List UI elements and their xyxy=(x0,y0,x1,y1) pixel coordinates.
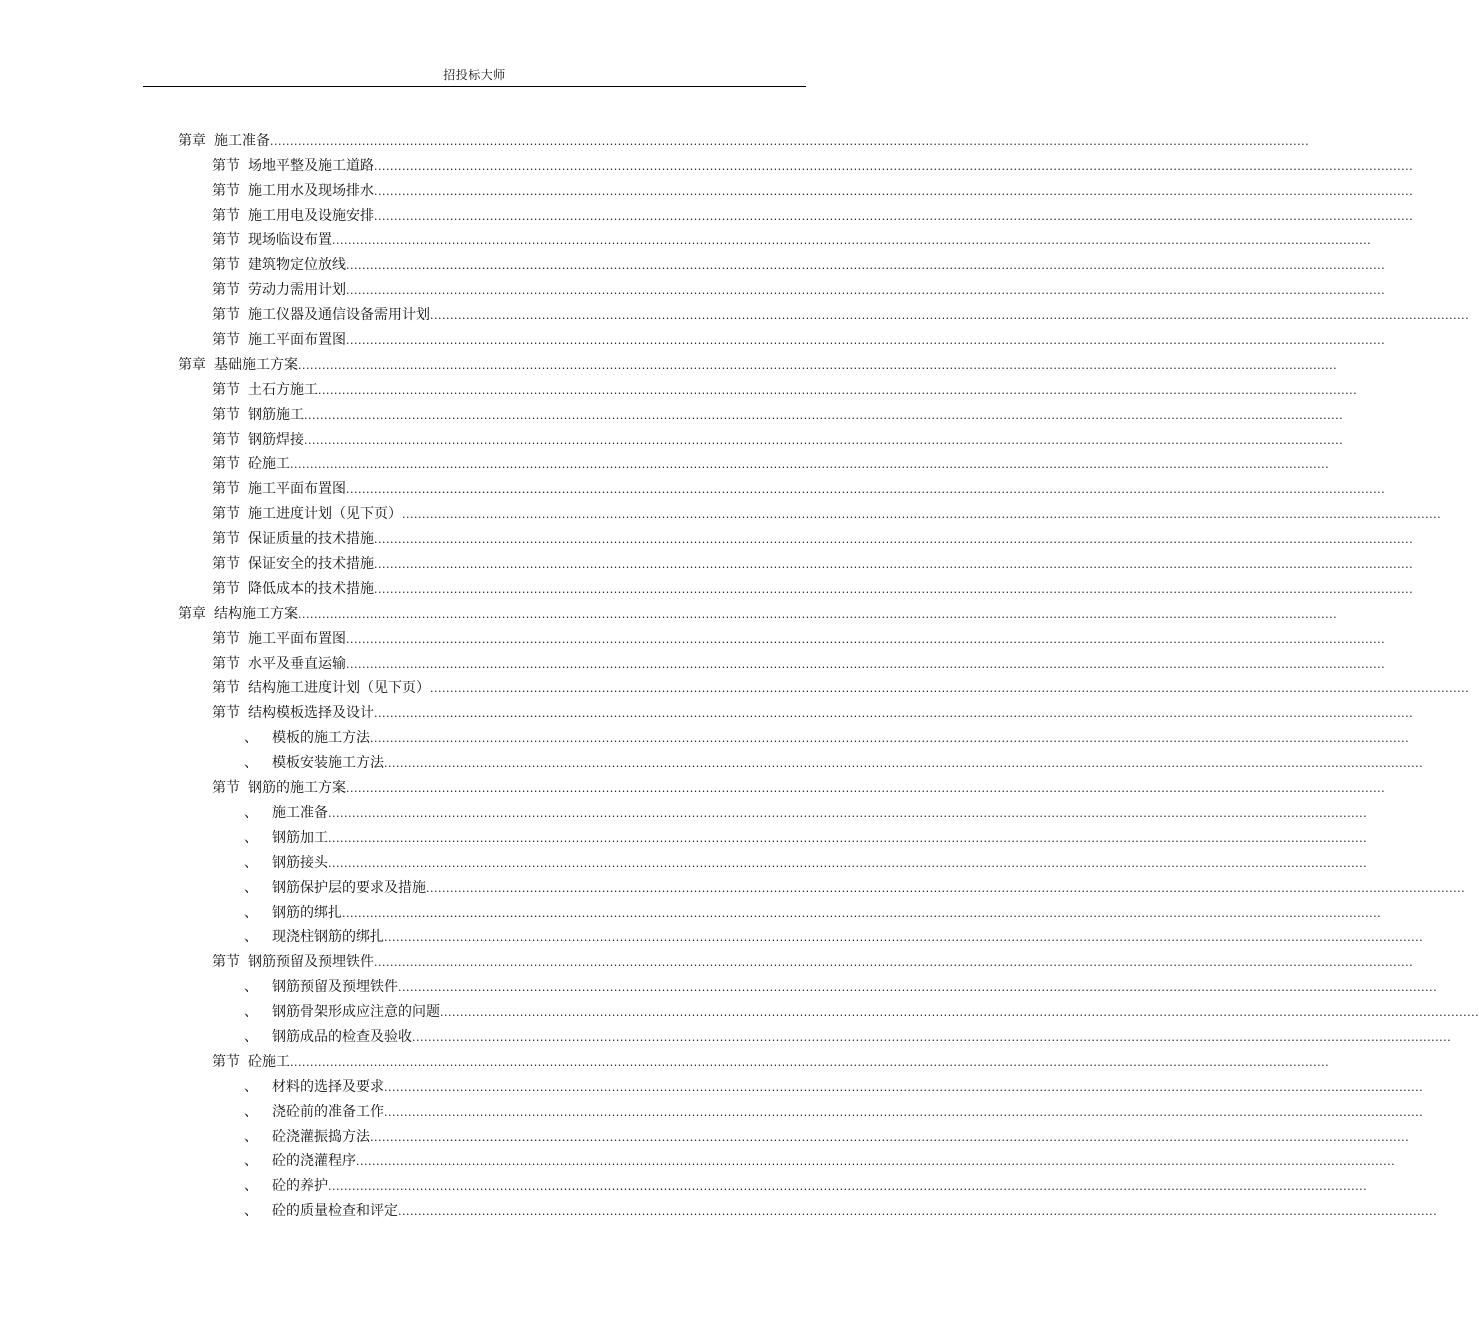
toc-entry-title: 结构施工进度计划（见下页） xyxy=(248,680,430,697)
dot-leader: .................................................................................................................................................................................................................................................................... xyxy=(374,533,1414,547)
toc-entry-prefix: 第节 xyxy=(212,506,240,523)
toc-entry-title: 结构模板选择及设计 xyxy=(248,705,374,722)
toc-entry-title: 施工用水及现场排水 xyxy=(248,182,374,199)
toc-entry-title: 现浇柱钢筋的绑扎 xyxy=(272,929,384,946)
toc-entry-prefix: 、 xyxy=(244,1028,258,1045)
toc-entry-prefix: 、 xyxy=(244,1128,258,1145)
toc-section-row[interactable] xyxy=(0,648,1386,673)
toc-chapter-row[interactable] xyxy=(0,125,1310,150)
toc-entry-title: 土石方施工 xyxy=(248,381,318,398)
toc-item-row[interactable] xyxy=(0,1195,1438,1220)
toc-entry-prefix: 第节 xyxy=(212,954,240,971)
toc-item-row[interactable] xyxy=(0,971,1438,996)
toc-section-row[interactable] xyxy=(0,449,1330,474)
dot-leader: .................................................................................................................................................................................................................................................................... xyxy=(370,1130,1410,1144)
toc-entry-prefix: 第节 xyxy=(212,1053,240,1070)
toc-section-row[interactable] xyxy=(0,374,1358,399)
toc-entry-title: 施工准备 xyxy=(272,804,328,821)
toc-chapter-row[interactable] xyxy=(0,598,1338,623)
toc-section-row[interactable] xyxy=(0,175,1414,200)
dot-leader: .................................................................................................................................................................................................................................................................... xyxy=(328,806,1368,820)
toc-entry-title: 降低成本的技术措施 xyxy=(248,580,374,597)
toc-entry-prefix: 第节 xyxy=(212,381,240,398)
toc-entry-prefix: 第节 xyxy=(212,705,240,722)
toc-section-row[interactable] xyxy=(0,673,1470,698)
toc-entry-prefix: 第节 xyxy=(212,531,240,548)
toc-item-row[interactable] xyxy=(0,1071,1424,1096)
toc-item-row[interactable] xyxy=(0,996,1479,1021)
dot-leader: .................................................................................................................................................................................................................................................................... xyxy=(440,1006,1479,1020)
dot-leader: .................................................................................................................................................................................................................................................................... xyxy=(304,408,1344,422)
toc-entry-title: 钢筋的施工方案 xyxy=(248,780,346,797)
toc-entry-prefix: 、 xyxy=(244,730,258,747)
toc-entry-prefix: 第节 xyxy=(212,431,240,448)
toc-entry-prefix: 第节 xyxy=(212,182,240,199)
toc-entry-prefix: 、 xyxy=(244,929,258,946)
toc-section-row[interactable] xyxy=(0,548,1414,573)
toc-section-row[interactable] xyxy=(0,299,1470,324)
toc-item-row[interactable] xyxy=(0,872,1466,897)
toc-entry-title: 施工仪器及通信设备需用计划 xyxy=(248,307,430,324)
toc-entry-title: 施工用电及设施安排 xyxy=(248,207,374,224)
dot-leader: .................................................................................................................................................................................................................................................................... xyxy=(290,458,1330,472)
dot-leader: .................................................................................................................................................................................................................................................................... xyxy=(374,209,1414,223)
toc-item-row[interactable] xyxy=(0,797,1368,822)
toc-entry-title: 结构施工方案 xyxy=(214,605,298,622)
dot-leader: .................................................................................................................................................................................................................................................................... xyxy=(374,159,1414,173)
dot-leader: .................................................................................................................................................................................................................................................................... xyxy=(346,632,1386,646)
dot-leader: .................................................................................................................................................................................................................................................................... xyxy=(346,334,1386,348)
toc-entry-title: 钢筋接头 xyxy=(272,854,328,871)
toc-entry-title: 基础施工方案 xyxy=(214,356,298,373)
toc-item-row[interactable] xyxy=(0,847,1368,872)
dot-leader: .................................................................................................................................................................................................................................................................... xyxy=(270,134,1310,148)
dot-leader: .................................................................................................................................................................................................................................................................... xyxy=(318,383,1358,397)
dot-leader: .................................................................................................................................................................................................................................................................... xyxy=(328,856,1368,870)
toc-entry-title: 钢筋保护层的要求及措施 xyxy=(272,879,426,896)
toc-entry-title: 施工进度计划（见下页） xyxy=(248,506,402,523)
toc-section-row[interactable] xyxy=(0,225,1372,250)
toc-entry-prefix: 第节 xyxy=(212,456,240,473)
toc-entry-title: 钢筋的绑扎 xyxy=(272,904,342,921)
toc-entry-title: 建筑物定位放线 xyxy=(248,257,346,274)
toc-entry-title: 保证质量的技术措施 xyxy=(248,531,374,548)
toc-entry-title: 施工平面布置图 xyxy=(248,481,346,498)
toc-entry-title: 钢筋焊接 xyxy=(248,431,304,448)
toc-entry-title: 钢筋骨架形成应注意的问题 xyxy=(272,1004,440,1021)
toc-section-row[interactable] xyxy=(0,623,1386,648)
toc-item-row[interactable] xyxy=(0,1021,1452,1046)
dot-leader: .................................................................................................................................................................................................................................................................... xyxy=(356,1155,1396,1169)
toc-entry-title: 钢筋加工 xyxy=(272,829,328,846)
toc-entry-title: 劳动力需用计划 xyxy=(248,282,346,299)
dot-leader: .................................................................................................................................................................................................................................................................... xyxy=(374,558,1414,572)
toc-entry-prefix: 第节 xyxy=(212,655,240,672)
toc-item-row[interactable] xyxy=(0,1121,1410,1146)
toc-entry-prefix: 第节 xyxy=(212,332,240,349)
dot-leader: .................................................................................................................................................................................................................................................................... xyxy=(374,184,1414,198)
dot-leader: .................................................................................................................................................................................................................................................................... xyxy=(328,831,1368,845)
toc-entry-prefix: 、 xyxy=(244,1078,258,1095)
dot-leader: .................................................................................................................................................................................................................................................................... xyxy=(398,981,1438,995)
dot-leader: .................................................................................................................................................................................................................................................................... xyxy=(346,657,1386,671)
dot-leader: .................................................................................................................................................................................................................................................................... xyxy=(384,757,1424,771)
dot-leader: .................................................................................................................................................................................................................................................................... xyxy=(346,483,1386,497)
toc-entry-title: 砼施工 xyxy=(248,456,290,473)
toc-entry-prefix: 第节 xyxy=(212,307,240,324)
dot-leader: .................................................................................................................................................................................................................................................................... xyxy=(430,682,1470,696)
toc-entry-prefix: 、 xyxy=(244,804,258,821)
toc-item-row[interactable] xyxy=(0,747,1424,772)
toc-entry-title: 砼浇灌振捣方法 xyxy=(272,1128,370,1145)
toc-entry-title: 砼的浇灌程序 xyxy=(272,1153,356,1170)
dot-leader: .................................................................................................................................................................................................................................................................... xyxy=(328,1180,1368,1194)
toc-entry-title: 施工准备 xyxy=(214,132,270,149)
toc-item-row[interactable] xyxy=(0,722,1410,747)
toc-section-row[interactable] xyxy=(0,473,1386,498)
toc-entry-prefix: 第章 xyxy=(178,132,206,149)
toc-entry-prefix: 、 xyxy=(244,879,258,896)
toc-entry-prefix: 、 xyxy=(244,1004,258,1021)
toc-entry-prefix: 、 xyxy=(244,1103,258,1120)
dot-leader: .................................................................................................................................................................................................................................................................... xyxy=(346,782,1386,796)
dot-leader: .................................................................................................................................................................................................................................................................... xyxy=(346,259,1386,273)
dot-leader: .................................................................................................................................................................................................................................................................... xyxy=(384,1105,1424,1119)
table-of-contents xyxy=(0,125,1479,1220)
toc-section-row[interactable] xyxy=(0,772,1386,797)
toc-item-row[interactable] xyxy=(0,1146,1396,1171)
toc-entry-title: 模板的施工方法 xyxy=(272,730,370,747)
toc-section-row[interactable] xyxy=(0,150,1414,175)
toc-entry-prefix: 第节 xyxy=(212,481,240,498)
toc-entry-title: 模板安装施工方法 xyxy=(272,755,384,772)
dot-leader: .................................................................................................................................................................................................................................................................... xyxy=(346,284,1386,298)
toc-entry-prefix: 、 xyxy=(244,829,258,846)
toc-entry-prefix: 第节 xyxy=(212,257,240,274)
dot-leader: .................................................................................................................................................................................................................................................................... xyxy=(430,309,1470,323)
toc-entry-title: 砼的养护 xyxy=(272,1178,328,1195)
dot-leader: .................................................................................................................................................................................................................................................................... xyxy=(298,358,1338,372)
toc-section-row[interactable] xyxy=(0,249,1386,274)
toc-entry-title: 钢筋施工 xyxy=(248,406,304,423)
toc-section-row[interactable] xyxy=(0,1046,1330,1071)
toc-entry-prefix: 第章 xyxy=(178,356,206,373)
toc-entry-title: 施工平面布置图 xyxy=(248,630,346,647)
dot-leader: .................................................................................................................................................................................................................................................................... xyxy=(290,1055,1330,1069)
dot-leader: .................................................................................................................................................................................................................................................................... xyxy=(374,582,1414,596)
toc-entry-title: 场地平整及施工道路 xyxy=(248,157,374,174)
dot-leader: .................................................................................................................................................................................................................................................................... xyxy=(412,1030,1452,1044)
dot-leader: .................................................................................................................................................................................................................................................................... xyxy=(384,931,1424,945)
page-header xyxy=(143,66,806,87)
header-title: 招投标大师 xyxy=(443,68,506,82)
toc-entry-prefix: 、 xyxy=(244,755,258,772)
toc-chapter-row[interactable] xyxy=(0,349,1338,374)
toc-entry-prefix: 第节 xyxy=(212,630,240,647)
toc-section-row[interactable] xyxy=(0,324,1386,349)
dot-leader: .................................................................................................................................................................................................................................................................... xyxy=(374,956,1414,970)
dot-leader: .................................................................................................................................................................................................................................................................... xyxy=(332,234,1372,248)
toc-entry-title: 材料的选择及要求 xyxy=(272,1078,384,1095)
toc-entry-prefix: 第节 xyxy=(212,207,240,224)
toc-entry-prefix: 第章 xyxy=(178,605,206,622)
toc-section-row[interactable] xyxy=(0,200,1414,225)
toc-section-row[interactable] xyxy=(0,274,1386,299)
toc-item-row[interactable] xyxy=(0,922,1424,947)
toc-section-row[interactable] xyxy=(0,697,1414,722)
toc-entry-prefix: 、 xyxy=(244,1153,258,1170)
dot-leader: .................................................................................................................................................................................................................................................................... xyxy=(298,607,1338,621)
toc-section-row[interactable] xyxy=(0,498,1442,523)
dot-leader: .................................................................................................................................................................................................................................................................... xyxy=(342,906,1382,920)
dot-leader: .................................................................................................................................................................................................................................................................... xyxy=(374,707,1414,721)
toc-entry-prefix: 、 xyxy=(244,1203,258,1220)
toc-item-row[interactable] xyxy=(0,822,1368,847)
toc-entry-title: 钢筋预留及预埋铁件 xyxy=(272,979,398,996)
toc-entry-title: 水平及垂直运输 xyxy=(248,655,346,672)
toc-section-row[interactable] xyxy=(0,573,1414,598)
toc-section-row[interactable] xyxy=(0,399,1344,424)
toc-entry-prefix: 第节 xyxy=(212,780,240,797)
toc-entry-title: 钢筋成品的检查及验收 xyxy=(272,1028,412,1045)
toc-entry-prefix: 、 xyxy=(244,979,258,996)
dot-leader: .................................................................................................................................................................................................................................................................... xyxy=(398,1205,1438,1219)
toc-entry-prefix: 第节 xyxy=(212,556,240,573)
toc-entry-title: 砼施工 xyxy=(248,1053,290,1070)
toc-entry-prefix: 第节 xyxy=(212,232,240,249)
toc-item-row[interactable] xyxy=(0,897,1382,922)
dot-leader: .................................................................................................................................................................................................................................................................... xyxy=(370,732,1410,746)
toc-section-row[interactable] xyxy=(0,424,1344,449)
toc-entry-prefix: 第节 xyxy=(212,157,240,174)
toc-entry-title: 浇砼前的准备工作 xyxy=(272,1103,384,1120)
dot-leader: .................................................................................................................................................................................................................................................................... xyxy=(426,881,1466,895)
toc-item-row[interactable] xyxy=(0,1096,1424,1121)
toc-entry-prefix: 第节 xyxy=(212,680,240,697)
toc-entry-title: 钢筋预留及预埋铁件 xyxy=(248,954,374,971)
toc-entry-title: 砼的质量检查和评定 xyxy=(272,1203,398,1220)
dot-leader: .................................................................................................................................................................................................................................................................... xyxy=(384,1080,1424,1094)
toc-section-row[interactable] xyxy=(0,523,1414,548)
dot-leader: .................................................................................................................................................................................................................................................................... xyxy=(304,433,1344,447)
toc-section-row[interactable] xyxy=(0,946,1414,971)
toc-entry-title: 施工平面布置图 xyxy=(248,332,346,349)
toc-entry-prefix: 第节 xyxy=(212,282,240,299)
toc-entry-prefix: 第节 xyxy=(212,406,240,423)
toc-entry-prefix: 第节 xyxy=(212,580,240,597)
toc-entry-prefix: 、 xyxy=(244,904,258,921)
toc-entry-prefix: 、 xyxy=(244,1178,258,1195)
toc-entry-prefix: 、 xyxy=(244,854,258,871)
dot-leader: .................................................................................................................................................................................................................................................................... xyxy=(402,508,1442,522)
toc-item-row[interactable] xyxy=(0,1170,1368,1195)
toc-entry-title: 现场临设布置 xyxy=(248,232,332,249)
toc-entry-title: 保证安全的技术措施 xyxy=(248,556,374,573)
